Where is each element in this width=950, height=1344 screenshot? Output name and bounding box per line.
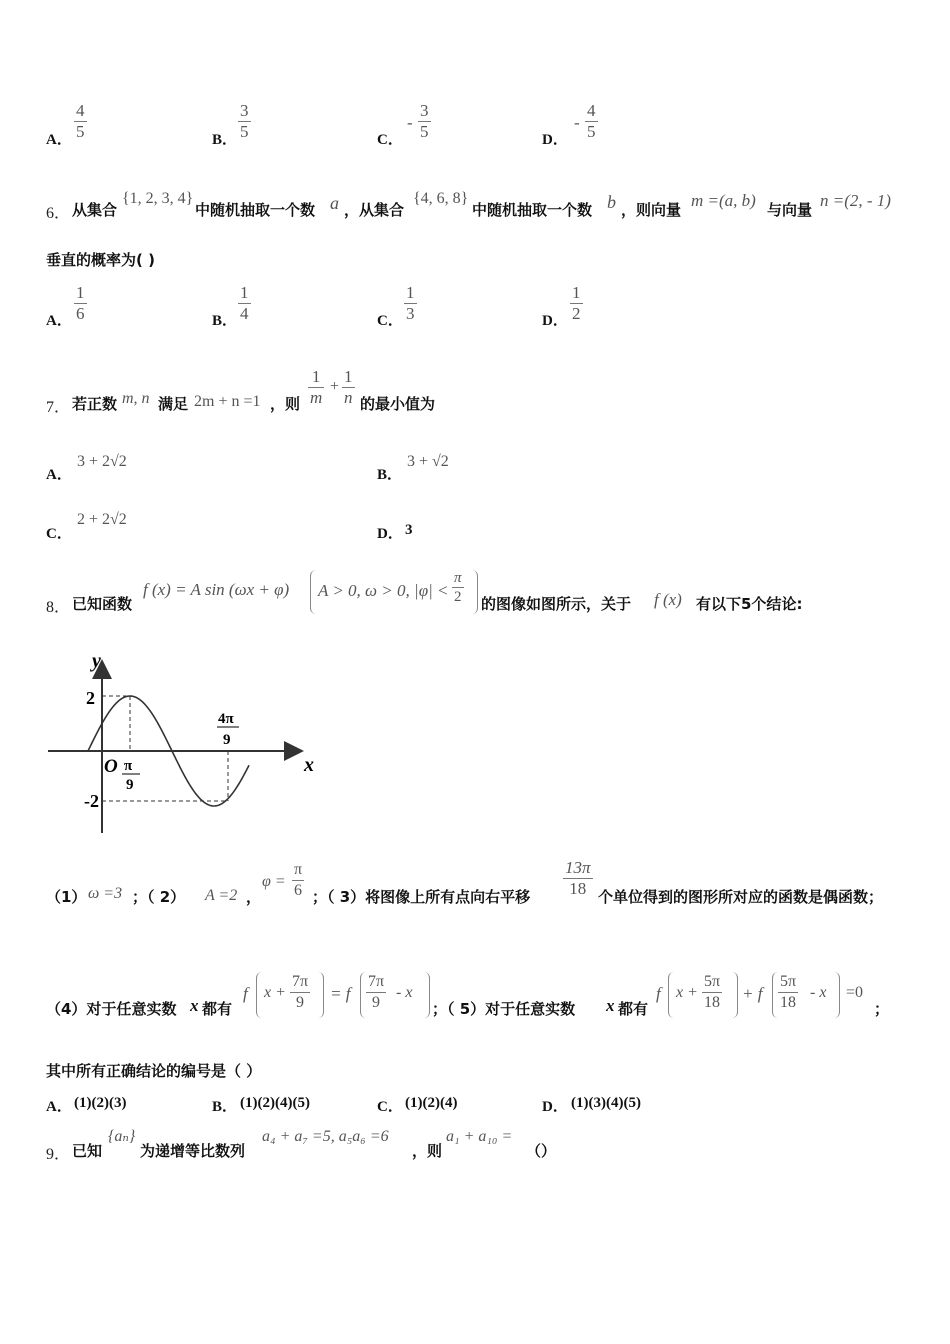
- q7-option-d-label: D．: [377, 526, 403, 542]
- q8-text-3: 有以下5个结论:: [696, 595, 803, 613]
- q5-option-b-label: B．: [212, 132, 238, 148]
- q7-text-1: 若正数: [72, 395, 118, 413]
- x1-num: π: [124, 758, 133, 774]
- q8-phi: φ =: [262, 873, 286, 890]
- q7-text-2: 满足: [158, 395, 189, 413]
- q8-condition-fraction: π 2: [454, 570, 462, 605]
- q8-c4-eq: = f: [330, 984, 351, 1003]
- q8-c5-mid: + f: [742, 984, 763, 1003]
- q8-option-a-label: A．: [46, 1099, 72, 1115]
- q5-option-a-fraction: 4 5: [76, 101, 85, 141]
- q9-ask: a₁ + a₁₀ =: [446, 1128, 513, 1145]
- q7-number: 7．: [46, 399, 71, 416]
- q6-var-a: a: [330, 193, 339, 213]
- q8-option-d-label: D．: [542, 1099, 568, 1115]
- q8-var-x-2: x: [606, 996, 615, 1015]
- q8-option-c-value: (1)(2)(4): [405, 1095, 458, 1111]
- q5-option-d-fraction: 4 5: [587, 101, 596, 141]
- q8-text-1: 已知函数: [72, 595, 133, 613]
- q9-sequence: {aₙ}: [108, 1128, 136, 1145]
- q7-option-c-value: 2 + 2√2: [77, 511, 127, 528]
- q8-c4-fraction-2: 7π 9: [368, 973, 385, 1011]
- q8-condition: A > 0, ω > 0, |φ| <: [318, 581, 449, 600]
- x2-num: 4π: [218, 711, 234, 727]
- q9-number: 9．: [46, 1146, 71, 1163]
- q8-phi-fraction: π 6: [294, 861, 303, 899]
- q7-fraction-1: 1 m: [310, 367, 323, 407]
- q9-text-2: 为递增等比数列: [140, 1142, 246, 1160]
- q7-condition: 2m + n =1: [194, 393, 261, 410]
- q6-vector-n: n =(2, - 1): [820, 191, 891, 210]
- q8-c4-tail: - x: [396, 984, 413, 1001]
- q8-option-a-value: (1)(2)(3): [74, 1095, 127, 1111]
- q8-sine-graph: [40, 645, 330, 835]
- q6-option-c-fraction: 1 3: [406, 283, 415, 323]
- q6-text-5: ，则向量: [621, 201, 682, 219]
- q5-option-c-sign: -: [407, 113, 413, 132]
- q5-option-d-sign: -: [574, 113, 580, 132]
- q8-semicolon: ；: [874, 1000, 890, 1018]
- q8-option-b-label: B．: [212, 1099, 238, 1115]
- q8-c5-tail: - x: [810, 984, 827, 1001]
- q5-option-b-fraction: 3 5: [240, 101, 249, 141]
- x-axis-label: x: [304, 754, 314, 776]
- q5-option-c-fraction: 3 5: [420, 101, 429, 141]
- q8-conclusion-3-rest: 个单位得到的图形所对应的函数是偶函数；: [598, 888, 884, 906]
- q9-condition: a₄ + a₇ =5, a₅a₆ =6: [262, 1128, 389, 1145]
- q7-option-c-label: C．: [46, 526, 72, 542]
- q6-option-c-label: C．: [377, 313, 403, 329]
- q8-conclusion-4-b: 都有: [202, 1000, 233, 1018]
- q7-option-b-value: 3 + √2: [407, 453, 449, 470]
- q8-comma: ，: [246, 888, 262, 906]
- q6-option-d-label: D．: [542, 313, 568, 329]
- q8-conclusion-2: A =2: [205, 887, 238, 904]
- y-min-label: -2: [84, 791, 99, 811]
- q6-text-1: 从集合: [72, 201, 118, 219]
- q8-c5-fraction-1: 5π 18: [704, 973, 721, 1011]
- q8-c5-eq: =0: [846, 984, 864, 1001]
- q6-var-b: b: [607, 192, 616, 212]
- q8-option-d-value: (1)(3)(4)(5): [571, 1095, 641, 1111]
- q8-conclusion-5-text: ；（ 5）对于任意实数: [432, 1000, 576, 1018]
- q9-text-3: ，则: [412, 1142, 443, 1160]
- q8-var-x-1: x: [190, 996, 199, 1015]
- q7-option-a-value: 3 + 2√2: [77, 453, 127, 470]
- q7-text-4: 的最小值为: [360, 395, 436, 413]
- q6-option-b-fraction: 1 4: [240, 283, 249, 323]
- q6-text-3: ，从集合: [344, 201, 405, 219]
- q9-text-4: （）: [526, 1142, 557, 1160]
- y-axis-label: y: [92, 650, 101, 672]
- q6-text-line-2: 垂直的概率为( ): [46, 251, 155, 269]
- y-max-label: 2: [86, 688, 95, 708]
- q8-conclusion-4-text: （4）对于任意实数: [46, 1000, 177, 1018]
- origin-label: O: [104, 756, 118, 777]
- q8-conclusion-1-label: （1）: [46, 888, 87, 906]
- q5-option-a-label: A．: [46, 132, 72, 148]
- q8-c5-fraction-2: 5π 18: [780, 973, 797, 1011]
- q9-text-1: 已知: [72, 1142, 103, 1160]
- q8-option-b-value: (1)(2)(4)(5): [240, 1095, 310, 1111]
- q7-vars: m, n: [122, 390, 150, 407]
- q7-fraction-2: 1 n: [344, 367, 353, 407]
- q7-option-b-label: B．: [377, 467, 403, 483]
- q8-c4-fraction-1: 7π 9: [292, 973, 309, 1011]
- q8-prompt: 其中所有正确结论的编号是（ ）: [46, 1062, 262, 1080]
- q6-option-a-fraction: 1 6: [76, 283, 85, 323]
- q6-text-4: 中随机抽取一个数: [472, 201, 593, 219]
- q6-set-2: {4, 6, 8}: [413, 190, 469, 207]
- q8-fx: f (x): [654, 590, 682, 609]
- q8-conclusion-5-b: 都有: [618, 1000, 649, 1018]
- q8-c5-f1: f: [656, 984, 661, 1003]
- q6-set-1: {1, 2, 3, 4}: [122, 190, 194, 207]
- x1-den: 9: [126, 777, 134, 793]
- q6-text-6: 与向量: [767, 201, 813, 219]
- q6-option-b-label: B．: [212, 313, 238, 329]
- q7-option-d-value: 3: [405, 522, 413, 538]
- x2-den: 9: [223, 732, 231, 748]
- q7-plus: +: [330, 378, 340, 395]
- q6-option-d-fraction: 1 2: [572, 283, 581, 323]
- q6-number: 6．: [46, 205, 71, 222]
- q8-conclusion-1: ω =3: [88, 885, 123, 902]
- q8-shift-fraction: 13π 18: [565, 858, 591, 898]
- q5-option-d-label: D．: [542, 132, 568, 148]
- q8-number: 8．: [46, 599, 71, 616]
- q8-c4-f: f: [243, 984, 248, 1003]
- q6-text-2: 中随机抽取一个数: [195, 201, 316, 219]
- q7-option-a-label: A．: [46, 467, 72, 483]
- q7-text-3: ，则: [270, 395, 301, 413]
- q6-vector-m: m =(a, b): [691, 191, 756, 210]
- q8-option-c-label: C．: [377, 1099, 403, 1115]
- q8-c5-inner: x +: [676, 984, 698, 1001]
- q6-option-a-label: A．: [46, 313, 72, 329]
- q8-conclusion-3-text: ；（ 3）将图像上所有点向右平移: [312, 888, 531, 906]
- q8-c4-inner: x +: [264, 984, 286, 1001]
- q8-function: f (x) = A sin (ωx + φ): [143, 580, 290, 599]
- q8-sep-1: ；（ 2）: [132, 888, 186, 906]
- q8-text-2: 的图像如图所示，关于: [481, 595, 632, 613]
- q5-option-c-label: C．: [377, 132, 403, 148]
